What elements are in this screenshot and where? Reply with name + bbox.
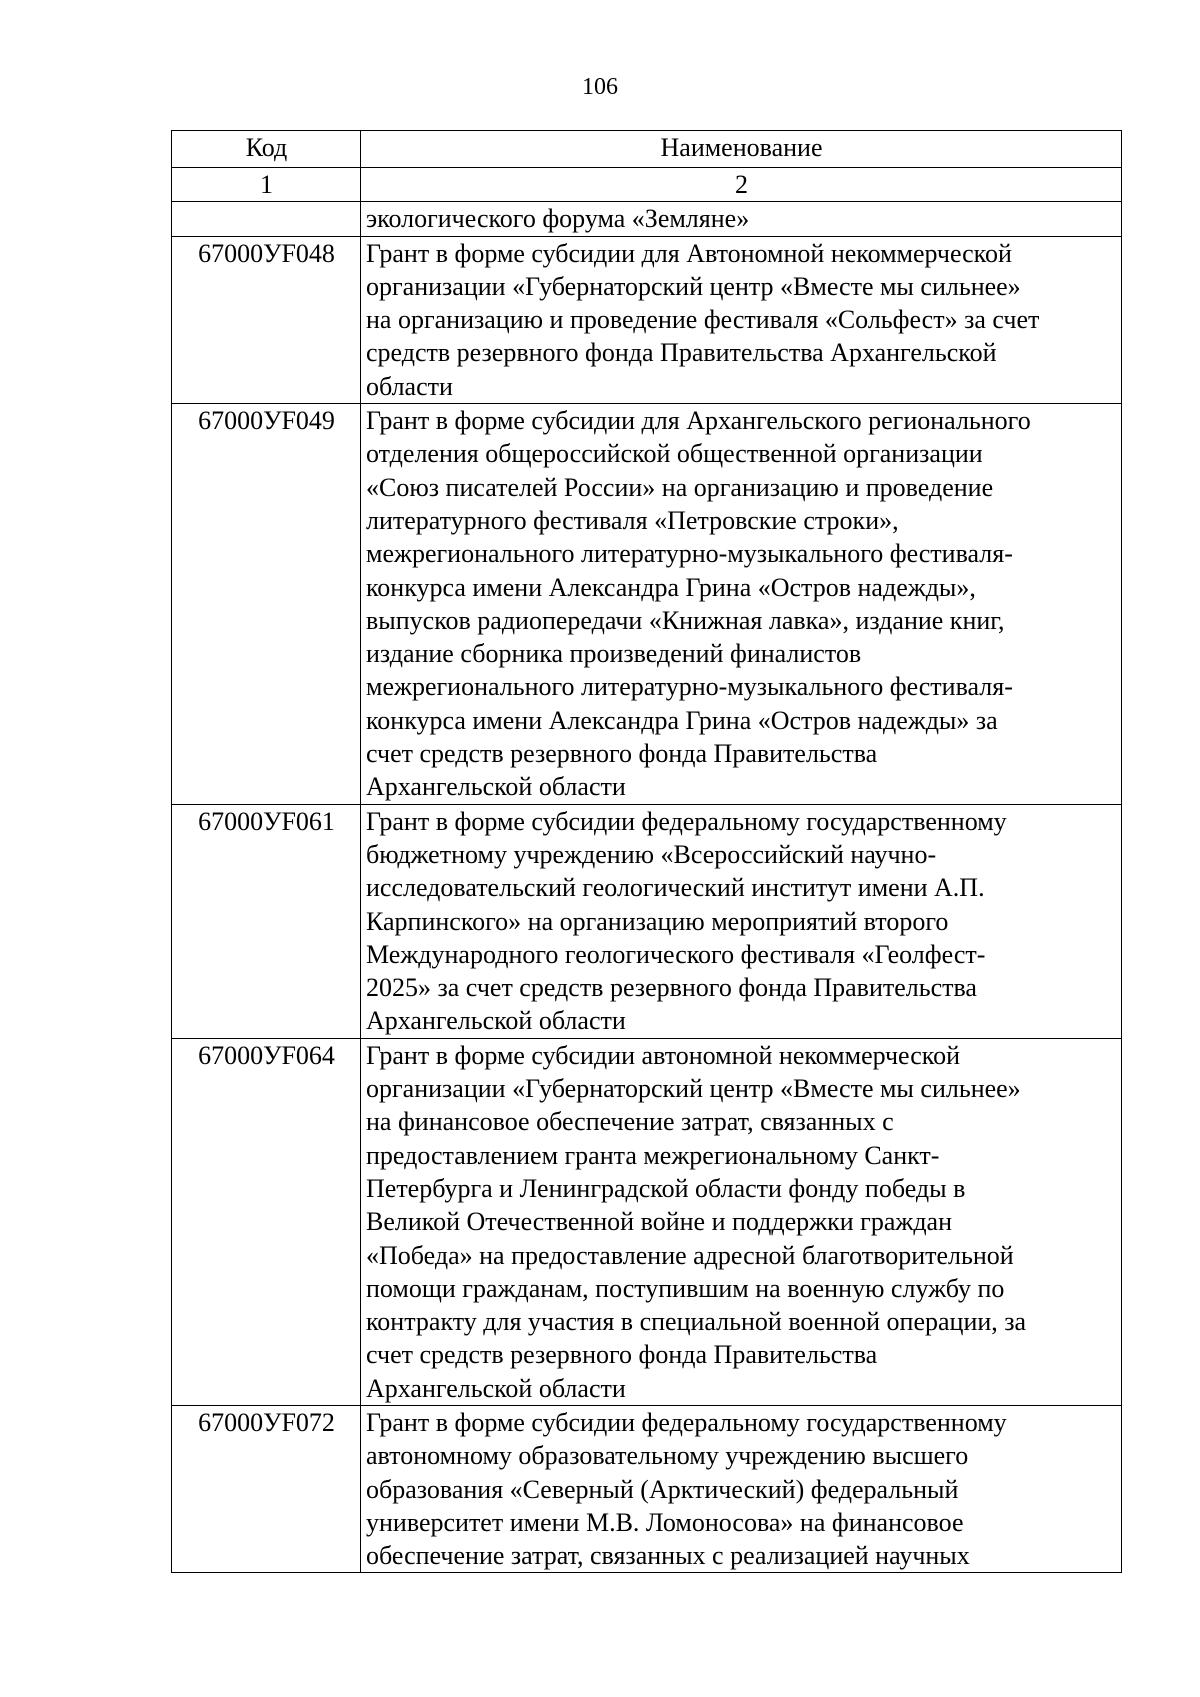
row-code: 67000УF072: [172, 1405, 361, 1572]
table-row: [172, 404, 1122, 805]
row-name: Грант в форме субсидии для Архангельского регионального отделения общероссийской общественной организации «Союз писателей России» на организацию и проведение литературного фестиваля «Петровские строки», межрегионального литературно-музыкального фестиваля- конкурса имени Александра Грина «Остров надежды», выпусков радиопередачи «Книжная лавка», издание книг, издание сборника произведений финалистов межрегионального литературно-музыкального фестиваля- конкурса имени Александра Грина «Остров надежды» за счет средств резервного фонда Правительства Архангельской области: [361, 404, 1122, 805]
row-code: 67000УF064: [172, 1038, 361, 1405]
header-name: Наименование: [361, 131, 1122, 168]
table-row: [172, 1038, 1122, 1405]
table-row: [172, 202, 1122, 236]
table-header-row: [172, 131, 1122, 168]
table-row: [172, 804, 1122, 1038]
row-name: Грант в форме субсидии федеральному государственному бюджетному учреждению «Всероссийский научно- исследовательский геологический институт имени А.П. Карпинского» на организацию мероприятий второго Международного геологического фестиваля «Геолфест- 2025» за счет средств резервного фонда Правительства Архангельской области: [361, 804, 1122, 1038]
row-name: Грант в форме субсидии для Автономной некоммерческой организации «Губернаторский центр «Вместе мы сильнее» на организацию и проведение фестиваля «Сольфест» за счет средств резервного фонда Правительства Архангельской области: [361, 236, 1122, 403]
row-name: экологического форума «Земляне»: [361, 202, 1122, 236]
column-number-name: 2: [361, 168, 1122, 202]
row-name: Грант в форме субсидии федеральному государственному автономному образовательному учреждению высшего образования «Северный (Арктический) федеральный университет имени М.В. Ломоносова» на финансовое обеспечение затрат, связанных с реализацией научных: [361, 1405, 1122, 1572]
table-row: [172, 236, 1122, 403]
row-code: 67000УF061: [172, 804, 361, 1038]
row-code: 67000УF049: [172, 404, 361, 805]
page-number: 106: [582, 74, 618, 100]
row-name: Грант в форме субсидии автономной некоммерческой организации «Губернаторский центр «Вместе мы сильнее» на финансовое обеспечение затрат, связанных с предоставлением гранта межрегиональному Санкт- Петербурга и Ленинградской области фонду победы в Великой Отечественной войне и поддержки граждан «Победа» на предоставление адресной благотворительной помощи гражданам, поступившим на военную службу по контракту для участия в специальной военной операции, за счет средств резервного фонда Правительства Архангельской области: [361, 1038, 1122, 1405]
column-number-code: 1: [172, 168, 361, 202]
header-code: Код: [172, 131, 361, 168]
column-number-row: [172, 168, 1122, 202]
table-row: [172, 1405, 1122, 1572]
row-code: 67000УF048: [172, 236, 361, 403]
row-code: [172, 202, 361, 236]
codes-table: [171, 130, 1122, 1573]
